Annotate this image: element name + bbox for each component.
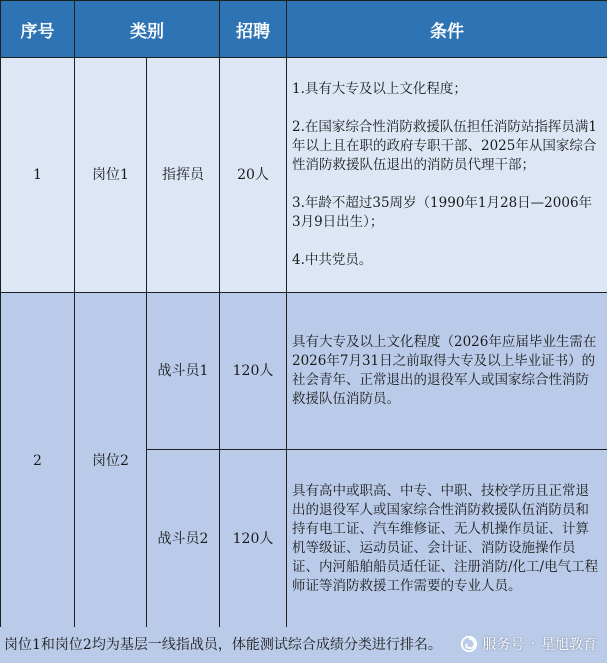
header-no: 序号 xyxy=(1,1,75,58)
post-cell: 岗位1 xyxy=(75,58,147,293)
count-cell: 120人 xyxy=(220,450,287,629)
role-cell: 战斗员2 xyxy=(147,450,220,629)
role-cell: 指挥员 xyxy=(147,58,220,293)
header-row xyxy=(1,1,607,58)
condition-item: 1.具有大专及以上文化程度； xyxy=(292,81,467,97)
watermark xyxy=(460,631,597,657)
table-row xyxy=(1,58,607,293)
watermark-separator: · xyxy=(530,636,535,652)
watermark-platform: 服务号 xyxy=(482,637,525,653)
conditions-cell xyxy=(287,58,607,293)
footer-note-text: 岗位1和岗位2均为基层一线指战员，体能测试综合成绩分类进行排名。 xyxy=(4,637,442,653)
header-recruit: 招聘 xyxy=(220,1,287,58)
swirl-logo-icon xyxy=(460,635,478,653)
post-cell: 岗位2 xyxy=(75,293,147,629)
condition-item: 4.中共党员。 xyxy=(292,252,373,268)
conditions-cell xyxy=(287,450,607,629)
watermark-account: 星旭教育 xyxy=(541,637,597,653)
header-category: 类别 xyxy=(75,1,220,58)
condition-item: 具有大专及以上文化程度（2026年应届毕业生需在2026年7月31日之前取得大专及以上毕业证书）的社会青年、正常退出的退役军人或国家综合性消防救援队伍消防员。 xyxy=(292,334,597,407)
header-conditions: 条件 xyxy=(287,1,607,58)
row-number: 2 xyxy=(1,293,75,629)
conditions-cell xyxy=(287,293,607,450)
condition-item: 2.在国家综合性消防救援队伍担任消防站指挥员满1年以上且在职的政府专职干部、2025年从国家综合性消防救援队伍退出的消防员代理干部； xyxy=(292,119,597,173)
table-row xyxy=(1,293,607,450)
count-cell: 120人 xyxy=(220,293,287,450)
condition-item: 具有高中或职高、中专、中职、技校学历且正常退出的退役军人或国家综合性消防救援队伍消防员和持有电工证、汽车维修证、无人机操作员证、计算机等级证、运动员证、会计证、消防设施操作员证、内河船舶船员适任证、注册消防/化工/电气工程师证等消防救援工作需要的专业人员。 xyxy=(292,483,599,594)
row-number: 1 xyxy=(1,58,75,293)
condition-item: 3.年龄不超过35周岁（1990年1月28日—2006年3月9日出生）； xyxy=(292,195,593,230)
role-cell: 战斗员1 xyxy=(147,293,220,450)
count-cell: 20人 xyxy=(220,58,287,293)
